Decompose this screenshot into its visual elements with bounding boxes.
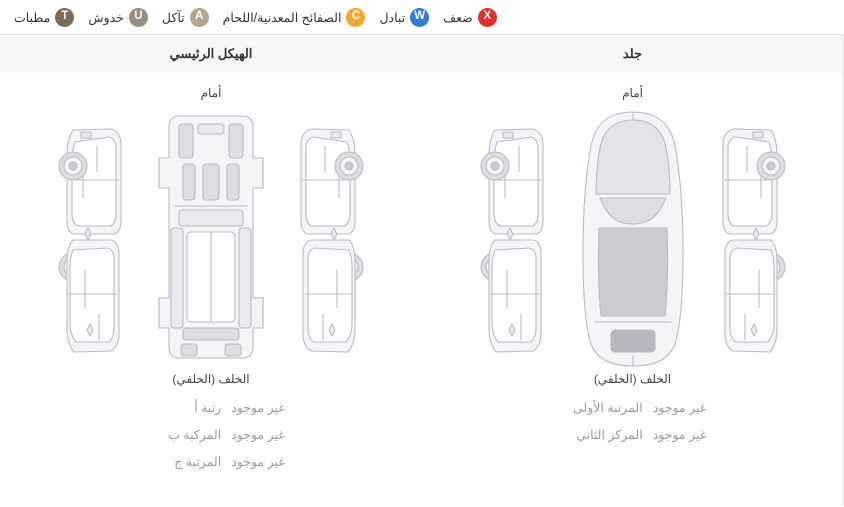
panel-title-main-frame-label: الهيكل الرئيسي [169, 46, 253, 61]
side-view-right [301, 129, 363, 352]
panel-title-main-frame [0, 35, 422, 73]
legend-badge-x-icon: X [478, 8, 497, 27]
panel-body-main-frame [0, 72, 422, 506]
panel-body-row [0, 72, 844, 506]
legend-label-exchange: تبادل [379, 10, 406, 25]
legend-bar [0, 0, 844, 34]
legend-item-weak [443, 8, 497, 27]
panel-header-row [0, 34, 844, 72]
legend-badge-a-icon: A [190, 8, 209, 27]
skin-row-first-value: غير موجود [652, 401, 707, 415]
legend-item-dents [14, 8, 74, 27]
legend-badge-w-icon: W [410, 8, 429, 27]
side-view-right [723, 129, 785, 352]
legend-badge-u-icon: U [129, 8, 148, 27]
frame-row-b [40, 427, 382, 442]
legend-item-sheetmetal-weld [223, 8, 366, 27]
legend-badge-t-icon: T [55, 8, 74, 27]
legend-label-weak: ضعف [443, 10, 473, 25]
legend-label-sheetmetal-weld: الصفائح المعدنية/اللحام [222, 10, 342, 25]
skin-row-second-value: غير موجود [652, 428, 707, 442]
frame-row-a [40, 400, 382, 415]
frame-grade-rows [0, 400, 422, 469]
frame-row-a-value: غير موجود [231, 401, 285, 415]
skin-row-first-label: المرتبة الأولى [573, 401, 643, 415]
panel-body-skin [422, 72, 844, 506]
frame-row-c-value: غير موجود [231, 455, 285, 469]
legend-item-corrosion [162, 8, 209, 27]
skin-row-second [462, 427, 803, 442]
skin-front-caption: أمام [622, 86, 643, 100]
frame-row-c [40, 454, 382, 469]
side-view-left [59, 129, 121, 352]
panel-title-skin [422, 35, 844, 73]
legend-label-dents: مطبات [14, 10, 51, 25]
frame-row-c-label: المرتبة ج [174, 455, 222, 469]
legend-item-exchange [379, 8, 429, 27]
skin-grade-rows [422, 400, 843, 442]
frame-row-b-value: غير موجود [231, 428, 285, 442]
top-view-skin [583, 112, 683, 366]
frame-row-b-label: المركبة ب [168, 428, 222, 442]
frame-row-a-label: رتبة أ [194, 401, 222, 415]
skin-vehicle-diagram [433, 102, 833, 370]
legend-badge-c-icon: C [346, 8, 365, 27]
top-view-frame [159, 116, 263, 358]
skin-row-second-label: المركز الثاني [576, 428, 643, 442]
legend-label-corrosion: تآكل [161, 10, 185, 25]
skin-rear-caption: الخلف (الخلفي) [593, 372, 672, 386]
panel-title-skin-label: جلد [622, 46, 643, 61]
frame-front-caption: أمام [200, 86, 222, 100]
frame-vehicle-diagram [11, 102, 411, 370]
frame-rear-caption: الخلف (الخلفي) [172, 372, 250, 386]
legend-item-scratches [88, 8, 148, 27]
side-view-left [481, 129, 543, 352]
legend-label-scratches: خدوش [88, 10, 124, 25]
skin-row-first [462, 400, 803, 415]
